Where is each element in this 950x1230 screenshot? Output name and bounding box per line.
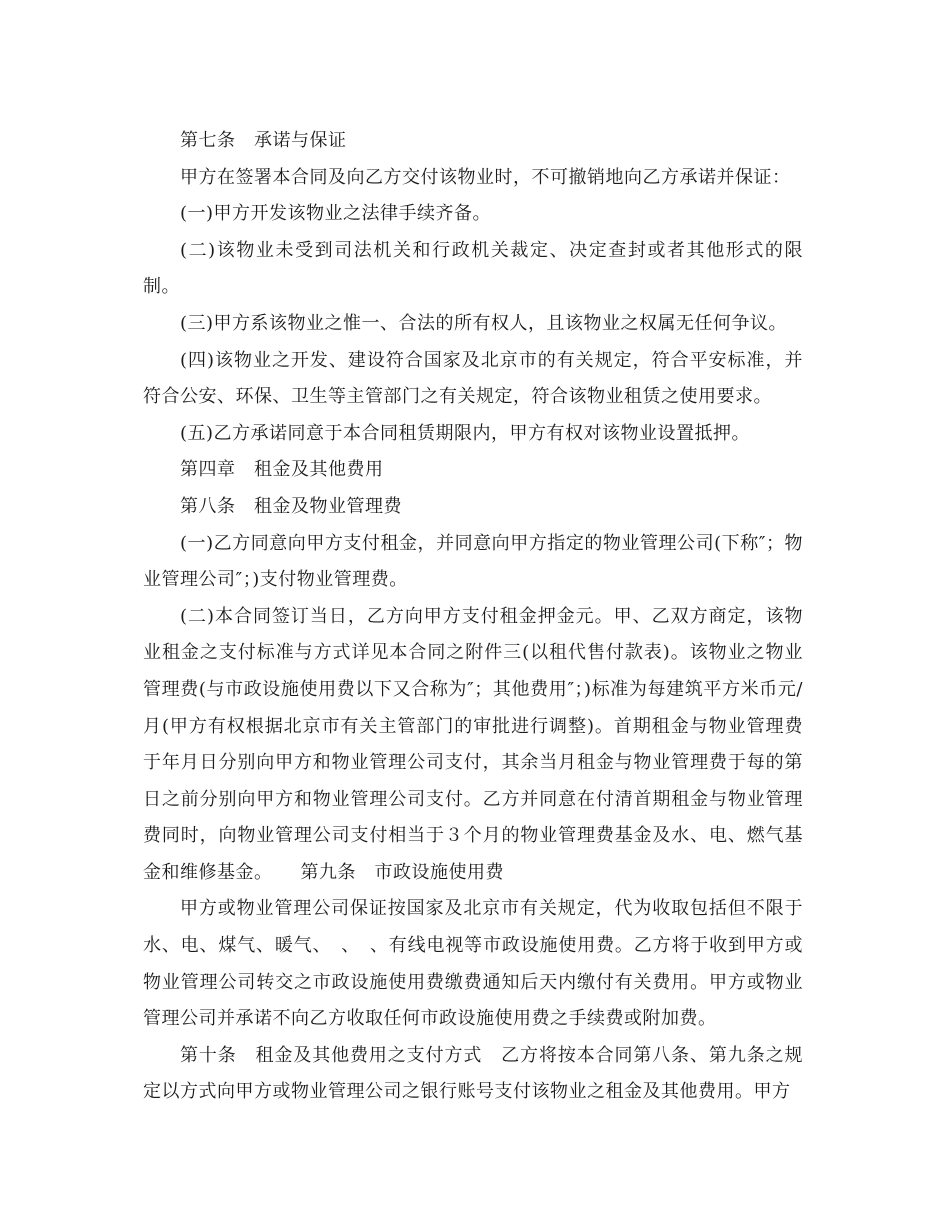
article-7-item-2: (二)该物业未受到司法机关和行政机关裁定、决定查封或者其他形式的限制。 xyxy=(143,239,803,298)
article-8-heading: 第八条 租金及物业管理费 xyxy=(180,495,402,517)
article-10-body: 第十条 租金及其他费用之支付方式 乙方将按本合同第八条、第九条之规定以方式向甲方或物业管理公司之银行账号支付该物业之租金及其他费用。甲方 xyxy=(143,1044,803,1103)
document-body xyxy=(143,123,803,1111)
article-7-item-3: (三)甲方系该物业之惟一、合法的所有权人，且该物业之权属无任何争议。 xyxy=(180,312,788,334)
chapter-4-heading: 第四章 租金及其他费用 xyxy=(180,459,384,481)
article-7-item-1: (一)甲方开发该物业之法律手续齐备。 xyxy=(180,203,492,225)
article-8-item-1: (一)乙方同意向甲方支付租金，并同意向甲方指定的物业管理公司(下称″；物业管理公司″；)支付物业管理费。 xyxy=(143,532,803,591)
article-7-item-4: (四)该物业之开发、建设符合国家及北京市的有关规定，符合平安标准，并符合公安、环保、卫生等主管部门之有关规定，符合该物业租赁之使用要求。 xyxy=(143,349,803,408)
article-9-body: 甲方或物业管理公司保证按国家及北京市有关规定，代为收取包括但不限于水、电、煤气、暖气、 、 、有线电视等市政设施使用费。乙方将于收到甲方或物业管理公司转交之市政设施使用费缴费通知后天内缴付有关费用。甲方或物业管理公司并承诺不向乙方收取任何市政设施使用费之手续费或附加费。 xyxy=(143,898,803,1030)
article-7-item-5: (五)乙方承诺同意于本合同租赁期限内，甲方有权对该物业设置抵押。 xyxy=(180,422,751,444)
article-7-heading: 第七条 承诺与保证 xyxy=(180,130,347,151)
article-7-intro: 甲方在签署本合同及向乙方交付该物业时，不可撤销地向乙方承诺并保证： xyxy=(180,166,791,188)
article-8-item-2: (二)本合同签订当日，乙方向甲方支付租金押金元。甲、乙双方商定，该物业租金之支付标准与方式详见本合同之附件三(以租代售付款表)。该物业之物业管理费(与市政设施使用费以下又合称为″；其他费用″；)标准为每建筑平方米币元/月(甲方有权根据北京市有关主管部门的审批进行调整)。首期租金与物业管理费于年月日分别向甲方和物业管理公司支付，其余当月租金与物业管理费于每的第日之前分别向甲方和物业管理公司支付。乙方并同意在付清首期租金与物业管理费同时，向物业管理公司支付相当于３个月的物业管理费基金及水、电、燃气基金和维修基金。 第九条 市政设施使用费 xyxy=(143,605,803,883)
